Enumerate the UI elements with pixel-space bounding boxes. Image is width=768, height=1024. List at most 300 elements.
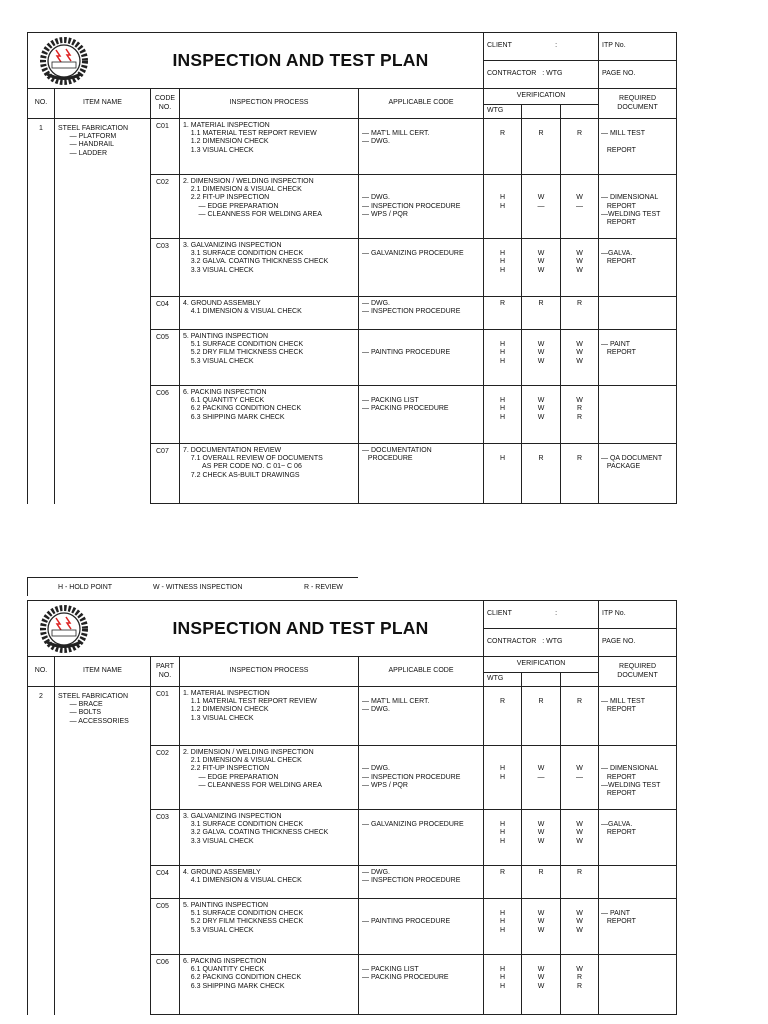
required-document xyxy=(599,687,677,746)
col-required-document: REQUIRED DOCUMENT xyxy=(599,657,677,687)
inspection-process xyxy=(180,386,359,444)
verification-value: H xyxy=(499,773,506,781)
applicable-line: — MAT'L MILL CERT. xyxy=(362,698,430,706)
company-logo xyxy=(34,36,94,86)
verification-value: W xyxy=(576,910,583,918)
process-line: 1.3 VISUAL CHECK xyxy=(183,146,254,154)
item-name-line: — ACCESSORIES xyxy=(58,717,129,725)
required-document xyxy=(599,444,677,504)
item-no: 2 xyxy=(28,687,55,1015)
applicable-line xyxy=(362,813,483,821)
verification-value: R xyxy=(576,130,583,138)
legend-review: R - REVIEW xyxy=(304,584,343,591)
verification-value: H xyxy=(499,982,506,990)
inspection-process xyxy=(180,687,359,746)
verification-value xyxy=(561,749,598,757)
applicable-code xyxy=(359,866,484,899)
verification-3 xyxy=(561,175,599,239)
verification-value xyxy=(561,813,598,821)
item-no: 1 xyxy=(28,119,55,504)
inspection-process xyxy=(180,810,359,866)
process-line: 3. GALVANIZING INSPECTION xyxy=(183,813,282,820)
verification-value xyxy=(484,690,521,698)
code-no: C04 xyxy=(151,866,180,899)
logo-cell xyxy=(28,33,151,89)
applicable-line xyxy=(362,122,483,130)
verification-3 xyxy=(561,330,599,386)
required-line: — MILL TEST xyxy=(601,130,645,138)
applicable-line: — GALVANIZING PROCEDURE xyxy=(362,250,464,258)
verification-value xyxy=(522,242,560,250)
applicable-code xyxy=(359,746,484,810)
verification-value xyxy=(484,122,521,130)
required-document xyxy=(599,386,677,444)
page-title: INSPECTION AND TEST PLAN xyxy=(151,33,484,89)
applicable-line: — DWG. xyxy=(362,706,390,714)
item-name-line: — BRACE xyxy=(58,701,103,709)
verification-value xyxy=(561,186,598,194)
verification-value xyxy=(522,690,560,698)
process-line: 1.1 MATERIAL TEST REPORT REVIEW xyxy=(183,698,317,706)
verification-2 xyxy=(522,330,561,386)
process-line: 3.1 SURFACE CONDITION CHECK xyxy=(183,250,304,258)
verification-value xyxy=(561,958,598,966)
inspection-process xyxy=(180,444,359,504)
verification-value xyxy=(522,958,560,966)
verification-value: R xyxy=(499,869,506,876)
verification-value: W xyxy=(537,266,545,274)
verification-value: W xyxy=(576,250,583,258)
verification-3 xyxy=(561,810,599,866)
code-no: C04 xyxy=(151,297,180,330)
inspection-process xyxy=(180,297,359,330)
verification-2 xyxy=(522,386,561,444)
applicable-line: — DWG. xyxy=(362,138,390,146)
verification-value: W xyxy=(576,765,583,773)
applicable-line: — DWG. xyxy=(362,765,390,773)
verification-wtg xyxy=(484,899,522,955)
verification-3 xyxy=(561,119,599,175)
applicable-line: — WPS / PQR xyxy=(362,781,408,789)
verification-value: H xyxy=(499,258,506,266)
required-line: —WELDING TEST xyxy=(601,781,661,789)
verification-value xyxy=(484,186,521,194)
item-name-line: — BOLTS xyxy=(58,709,102,717)
verification-value: W xyxy=(537,918,545,926)
verification-value xyxy=(484,958,521,966)
applicable-line xyxy=(362,958,483,966)
inspection-process xyxy=(180,330,359,386)
required-line xyxy=(601,447,676,455)
verification-value xyxy=(561,333,598,341)
verification-value xyxy=(561,242,598,250)
verification-value: R xyxy=(499,300,506,307)
inspection-process xyxy=(180,866,359,899)
verification-value: W xyxy=(576,837,583,845)
col-verification: VERIFICATION xyxy=(484,657,599,673)
verification-2 xyxy=(522,444,561,504)
verification-2 xyxy=(522,239,561,297)
applicable-line xyxy=(362,757,483,765)
required-line xyxy=(601,813,676,821)
col-inspection-process: INSPECTION PROCESS xyxy=(180,657,359,687)
code-no: C05 xyxy=(151,330,180,386)
required-line: REPORT xyxy=(601,258,636,266)
verification-2 xyxy=(522,955,561,1015)
verification-2 xyxy=(522,866,561,899)
verification-value xyxy=(484,749,521,757)
col-required-document: REQUIRED DOCUMENT xyxy=(599,89,677,119)
process-line: 6. PACKING INSPECTION xyxy=(183,958,267,965)
verification-2 xyxy=(522,687,561,746)
verification-3 xyxy=(561,866,599,899)
verification-value: W xyxy=(537,910,545,918)
process-line: 5. PAINTING INSPECTION xyxy=(183,333,269,340)
verification-value: H xyxy=(499,405,506,413)
required-document xyxy=(599,175,677,239)
verification-value: W xyxy=(537,405,545,413)
process-line: 5.2 DRY FILM THICKNESS CHECK xyxy=(183,349,304,357)
verification-wtg xyxy=(484,330,522,386)
code-no: C02 xyxy=(151,746,180,810)
verification-wtg xyxy=(484,444,522,504)
verification-value: W xyxy=(537,413,545,421)
verification-2 xyxy=(522,175,561,239)
item-name-line: STEEL FABRICATION xyxy=(58,693,129,700)
required-line: REPORT xyxy=(601,773,636,781)
process-line: 2. DIMENSION / WELDING INSPECTION xyxy=(183,749,314,756)
applicable-line: — PACKING PROCEDURE xyxy=(362,974,449,982)
verification-2 xyxy=(522,899,561,955)
verification-wtg xyxy=(484,297,522,330)
verification-value: W xyxy=(576,918,583,926)
verification-value xyxy=(561,902,598,910)
verification-value xyxy=(522,389,560,397)
verification-value xyxy=(522,902,560,910)
process-line: 2.2 FIT-UP INSPECTION xyxy=(183,194,270,202)
applicable-code xyxy=(359,687,484,746)
code-no: C01 xyxy=(151,687,180,746)
item-name-line: — PLATFORM xyxy=(58,133,117,141)
item-name xyxy=(55,687,151,1015)
required-line xyxy=(601,178,676,186)
verification-value xyxy=(484,902,521,910)
inspection-process xyxy=(180,119,359,175)
verification-value: H xyxy=(499,765,506,773)
verification-value: H xyxy=(499,455,506,463)
required-line: REPORT xyxy=(601,146,636,154)
process-line: 1. MATERIAL INSPECTION xyxy=(183,690,270,697)
verification-wtg xyxy=(484,866,522,899)
verification-value: H xyxy=(499,821,506,829)
verification-value: W xyxy=(537,974,545,982)
process-line: 5.1 SURFACE CONDITION CHECK xyxy=(183,341,304,349)
required-document xyxy=(599,955,677,1015)
verification-value: W xyxy=(576,341,583,349)
verification-value xyxy=(484,813,521,821)
company-logo xyxy=(34,604,94,654)
required-document xyxy=(599,330,677,386)
applicable-line: PROCEDURE xyxy=(362,455,413,463)
verification-value xyxy=(484,757,521,765)
required-line: REPORT xyxy=(601,829,636,837)
verification-wtg xyxy=(484,119,522,175)
process-line: 6.2 PACKING CONDITION CHECK xyxy=(183,405,302,413)
applicable-line xyxy=(362,186,483,194)
process-line: 1.2 DIMENSION CHECK xyxy=(183,138,269,146)
page-no-field: PAGE NO. xyxy=(599,629,677,657)
applicable-code xyxy=(359,297,484,330)
verification-value: H xyxy=(499,910,506,918)
process-line: 6.3 SHIPPING MARK CHECK xyxy=(183,413,285,421)
process-line: 3.2 GALVA. COATING THICKNESS CHECK xyxy=(183,829,329,837)
process-line: 5.3 VISUAL CHECK xyxy=(183,357,254,365)
verification-value: W xyxy=(537,966,545,974)
page-no-field: PAGE NO. xyxy=(599,61,677,89)
verification-value: H xyxy=(499,837,506,845)
applicable-line xyxy=(362,910,483,918)
code-no: C05 xyxy=(151,899,180,955)
verification-3 xyxy=(561,687,599,746)
col-code-no: CODE NO. xyxy=(151,89,180,119)
inspection-row xyxy=(28,687,677,746)
logo-cell xyxy=(28,601,151,657)
required-line: REPORT xyxy=(601,202,636,210)
col-no: NO. xyxy=(28,89,55,119)
process-line: 2.1 DIMENSION & VISUAL CHECK xyxy=(183,186,302,194)
applicable-code xyxy=(359,119,484,175)
verification-value: — xyxy=(576,773,584,781)
verification-value: W xyxy=(537,765,545,773)
process-line: 5.2 DRY FILM THICKNESS CHECK xyxy=(183,918,304,926)
required-line: —GALVA. xyxy=(601,821,633,829)
contractor-field: CONTRACTOR : WTG xyxy=(484,61,599,89)
applicable-line xyxy=(362,389,483,397)
required-line xyxy=(601,242,676,250)
verification-2 xyxy=(522,297,561,330)
verification-value: H xyxy=(499,829,506,837)
process-line: 3.3 VISUAL CHECK xyxy=(183,837,254,845)
required-line: — MILL TEST xyxy=(601,698,645,706)
required-line: PACKAGE xyxy=(601,463,641,471)
verification-value: H xyxy=(499,349,506,357)
required-line: REPORT xyxy=(601,790,636,798)
required-line xyxy=(601,757,676,765)
verification-3 xyxy=(561,239,599,297)
required-document xyxy=(599,119,677,175)
verification-value: H xyxy=(499,357,506,365)
required-line: — QA DOCUMENT xyxy=(601,455,663,463)
applicable-line: — INSPECTION PROCEDURE xyxy=(362,202,461,210)
verification-value: R xyxy=(576,455,583,463)
process-line: — CLEANNESS FOR WELDING AREA xyxy=(183,210,322,218)
process-line: 1.1 MATERIAL TEST REPORT REVIEW xyxy=(183,130,317,138)
applicable-line: — PAINTING PROCEDURE xyxy=(362,349,451,357)
verification-value: W xyxy=(537,837,545,845)
col-item-name: ITEM NAME xyxy=(55,657,151,687)
col-no: NO. xyxy=(28,657,55,687)
itp-no-field: ITP No. xyxy=(599,601,677,629)
verification-value: W xyxy=(576,349,583,357)
process-line: 3.1 SURFACE CONDITION CHECK xyxy=(183,821,304,829)
applicable-line: — DWG. xyxy=(362,869,390,876)
item-name xyxy=(55,119,151,504)
process-line: 1. MATERIAL INSPECTION xyxy=(183,122,270,129)
required-line xyxy=(601,138,676,146)
verification-value: W xyxy=(537,829,545,837)
verification-value: W xyxy=(537,341,545,349)
verification-value: R xyxy=(576,413,583,421)
required-document xyxy=(599,297,677,330)
applicable-line xyxy=(362,242,483,250)
col-verification: VERIFICATION xyxy=(484,89,599,105)
verification-value: W xyxy=(576,926,583,934)
verification-value: R xyxy=(538,300,544,307)
item-name-line: — LADDER xyxy=(58,149,108,157)
code-no: C03 xyxy=(151,810,180,866)
item-name-line: STEEL FABRICATION xyxy=(58,125,129,132)
process-line: 1.2 DIMENSION CHECK xyxy=(183,706,269,714)
verification-wtg xyxy=(484,810,522,866)
verification-value: W xyxy=(576,266,583,274)
process-line: 2.2 FIT-UP INSPECTION xyxy=(183,765,270,773)
code-no: C02 xyxy=(151,175,180,239)
required-line xyxy=(601,902,676,910)
client-field: CLIENT : xyxy=(484,33,599,61)
applicable-code xyxy=(359,955,484,1015)
verification-3 xyxy=(561,746,599,810)
code-no: C01 xyxy=(151,119,180,175)
client-field: CLIENT : xyxy=(484,601,599,629)
verification-wtg xyxy=(484,386,522,444)
required-document xyxy=(599,239,677,297)
verification-value: R xyxy=(576,300,583,307)
applicable-line: — INSPECTION PROCEDURE xyxy=(362,773,461,781)
required-line: REPORT xyxy=(601,219,636,227)
verification-value: W xyxy=(576,966,583,974)
col-applicable-code: APPLICABLE CODE xyxy=(359,89,484,119)
verification-value xyxy=(561,122,598,130)
process-line: 6.1 QUANTITY CHECK xyxy=(183,966,265,974)
verification-value: H xyxy=(499,266,506,274)
verification-value xyxy=(484,389,521,397)
required-line: REPORT xyxy=(601,349,636,357)
verification-2 xyxy=(522,810,561,866)
verification-value: W xyxy=(537,258,545,266)
process-line: 6.1 QUANTITY CHECK xyxy=(183,397,265,405)
required-line xyxy=(601,122,676,130)
inspection-process xyxy=(180,175,359,239)
verification-value: H xyxy=(499,194,506,202)
applicable-line xyxy=(362,749,483,757)
verification-value xyxy=(561,447,598,455)
verification-value: R xyxy=(538,869,544,876)
verification-wtg xyxy=(484,746,522,810)
verification-value: W xyxy=(537,250,545,258)
process-line: 3.3 VISUAL CHECK xyxy=(183,266,254,274)
required-line xyxy=(601,333,676,341)
required-line: — PAINT xyxy=(601,341,631,349)
applicable-line: — PAINTING PROCEDURE xyxy=(362,918,451,926)
verification-value xyxy=(561,389,598,397)
verification-wtg xyxy=(484,239,522,297)
verification-value: R xyxy=(576,974,583,982)
verification-value: W xyxy=(576,821,583,829)
process-line: 1.3 VISUAL CHECK xyxy=(183,714,254,722)
verification-value: R xyxy=(538,130,544,138)
col-inspection-process: INSPECTION PROCESS xyxy=(180,89,359,119)
col-item-name: ITEM NAME xyxy=(55,89,151,119)
verification-value: W xyxy=(537,397,545,405)
verification-value: H xyxy=(499,413,506,421)
applicable-code xyxy=(359,239,484,297)
process-line: 5.3 VISUAL CHECK xyxy=(183,926,254,934)
required-line: —WELDING TEST xyxy=(601,210,661,218)
process-line: 7.1 OVERALL REVIEW OF DOCUMENTS xyxy=(183,455,323,463)
applicable-line: — INSPECTION PROCEDURE xyxy=(362,877,461,885)
applicable-code xyxy=(359,330,484,386)
verification-value xyxy=(522,447,560,455)
process-line: 3.2 GALVA. COATING THICKNESS CHECK xyxy=(183,258,329,266)
legend-witness: W - WITNESS INSPECTION xyxy=(153,584,243,591)
inspection-process xyxy=(180,955,359,1015)
verification-value xyxy=(484,333,521,341)
verification-wtg xyxy=(484,687,522,746)
verification-value: H xyxy=(499,974,506,982)
verification-3 xyxy=(561,955,599,1015)
applicable-code xyxy=(359,899,484,955)
process-line: 5.1 SURFACE CONDITION CHECK xyxy=(183,910,304,918)
verification-value: W xyxy=(576,194,583,202)
itp-table xyxy=(27,32,677,504)
process-line: — EDGE PREPARATION xyxy=(183,202,279,210)
verification-wtg xyxy=(484,955,522,1015)
verification-value: W xyxy=(537,357,545,365)
verification-3 xyxy=(561,297,599,330)
verification-value xyxy=(522,749,560,757)
verification-value: W xyxy=(537,821,545,829)
verification-value xyxy=(561,690,598,698)
inspection-process xyxy=(180,746,359,810)
verification-value: H xyxy=(499,966,506,974)
verification-wtg xyxy=(484,175,522,239)
verification-value xyxy=(484,447,521,455)
required-line: —GALVA. xyxy=(601,250,633,258)
verification-value xyxy=(522,333,560,341)
required-document xyxy=(599,866,677,899)
applicable-line: — GALVANIZING PROCEDURE xyxy=(362,821,464,829)
verification-value xyxy=(484,242,521,250)
legend xyxy=(27,577,358,596)
verification-value: — xyxy=(537,202,545,210)
applicable-line: — DWG. xyxy=(362,300,390,307)
verification-3 xyxy=(561,386,599,444)
verification-value: W xyxy=(576,829,583,837)
col-code-no: PART NO. xyxy=(151,657,180,687)
process-line: 2. DIMENSION / WELDING INSPECTION xyxy=(183,178,314,185)
verification-value: R xyxy=(576,982,583,990)
verification-value: W xyxy=(537,349,545,357)
verification-value: R xyxy=(538,698,544,706)
process-line: 4. GROUND ASSEMBLY xyxy=(183,869,261,876)
verification-value: R xyxy=(576,698,583,706)
verification-value: H xyxy=(499,341,506,349)
applicable-line: — PACKING LIST xyxy=(362,397,419,405)
process-line: 6. PACKING INSPECTION xyxy=(183,389,267,396)
process-line: — EDGE PREPARATION xyxy=(183,773,279,781)
verification-value: R xyxy=(538,455,544,463)
verification-value: — xyxy=(537,773,545,781)
